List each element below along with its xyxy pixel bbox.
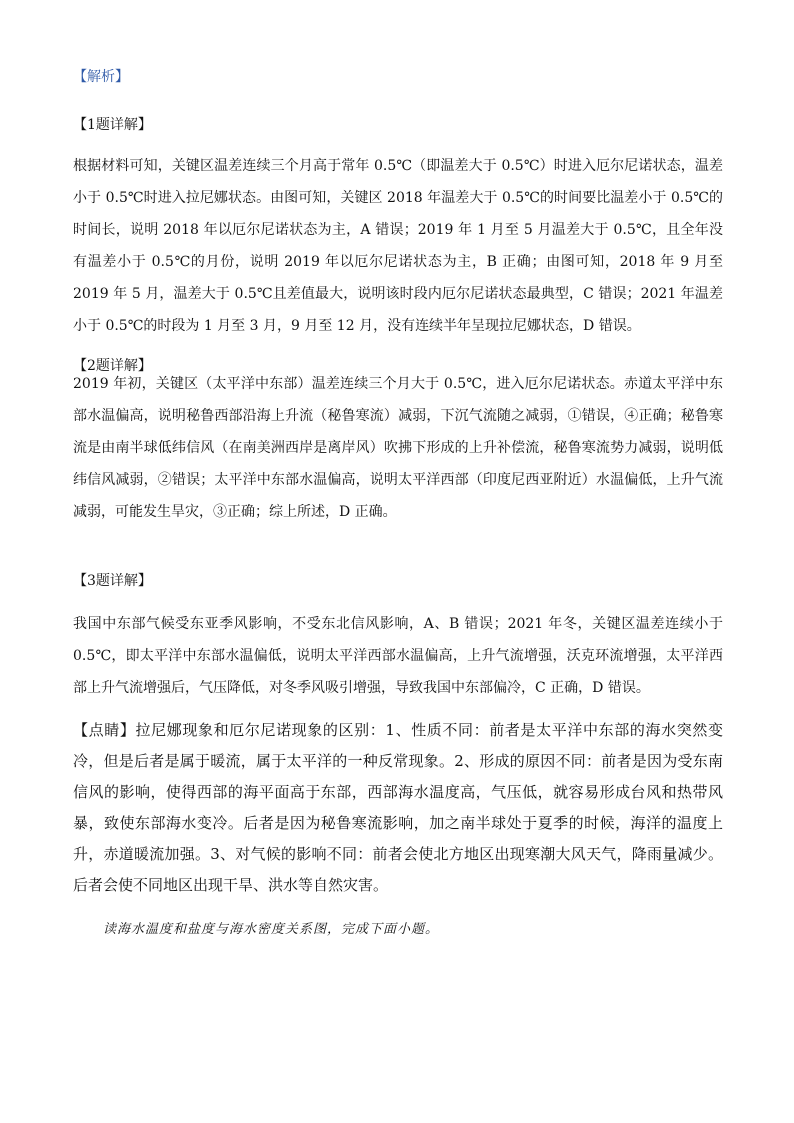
next-question-prompt: 读海水温度和盐度与海水密度关系图，完成下面小题。 bbox=[103, 922, 440, 937]
q3-heading: 【3题详解】 bbox=[73, 573, 152, 589]
q2-explanation: 2019 年初，关键区（太平洋中东部）温差连续三个月大于 0.5℃，进入厄尔尼诺状态。赤道太平洋中东部水温偏高，说明秘鲁西部沿海上升流（秘鲁寒流）减弱，下沉气流随之减弱，①错误，④正确；秘鲁寒流是由南半球低纬信风（在南美洲西岸是离岸风）吹拂下形成的上升补偿流，秘鲁寒流势力减弱，说明低纬信风减弱，②错误；太平洋中东部水温偏高，说明太平洋西部（印度尼西亚附近）水温偏低，上升气流减弱，可能发生旱灾，③正确；综上所述，D 正确。 bbox=[73, 376, 723, 520]
comment-text: 拉尼娜现象和厄尔尼诺现象的区别：1、性质不同：前者是太平洋中东部的海水突然变冷，但是后者是属于暖流，属于太平洋的一种反常现象。2、形成的原因不同：前者是因为受东南信风的影响，使得西部的海平面高于东部，西部海水温度高，气压低，就容易形成台风和热带风暴，致使东部海水变冷。后者是因为秘鲁寒流影响，加之南半球处于夏季的时候，海洋的温度上升，赤道暖流加强。3、对气候的影响不同：前者会使北方地区出现寒潮大风天气，降雨量减少。后者会使不同地区出现干旱、洪水等自然灾害。 bbox=[73, 721, 723, 894]
q1-explanation: 根据材料可知，关键区温差连续三个月高于常年 0.5℃（即温差大于 0.5℃）时进入厄尔尼诺状态，温差小于 0.5℃时进入拉尼娜状态。由图可知，关键区 2018 年温差大于 0.5℃的时间要比温差小于 0.5℃的时间长，说明 2018 年以厄尔尼诺状态为主，A 错误；2019 年 1 月至 5 月温差大于 0.5℃，且全年没有温差小于 0.5℃的月份，说明 2019 年以厄尔尼诺状态为主，B 正确；由图可知，2018 年 9 月至 2019 年 5 月，温差大于 0.5℃且差值最大，说明该时段内厄尔尼诺状态最典型，C 错误；2021 年温差小于 0.5℃的时段为 1 月至 3 月，9 月至 12 月，没有连续半年呈现拉尼娜状态，D 错误。 bbox=[73, 158, 723, 334]
q1-heading: 【1题详解】 bbox=[73, 117, 152, 133]
q2-heading: 【2题详解】 bbox=[73, 358, 152, 374]
q3-explanation: 我国中东部气候受东亚季风影响，不受东北信风影响，A、B 错误；2021 年冬，关键区温差连续小于 0.5℃，即太平洋中东部水温偏低，说明太平洋西部水温偏高，上升气流增强，沃克环流增强，太平洋西部上升气流增强后，气压降低，对冬季风吸引增强，导致我国中东部偏冷，C 正确，D 错误。 bbox=[73, 616, 723, 696]
analysis-tag: 【解析】 bbox=[73, 69, 129, 85]
comment-block bbox=[73, 715, 723, 901]
comment-tag: 【点睛】 bbox=[73, 721, 136, 739]
